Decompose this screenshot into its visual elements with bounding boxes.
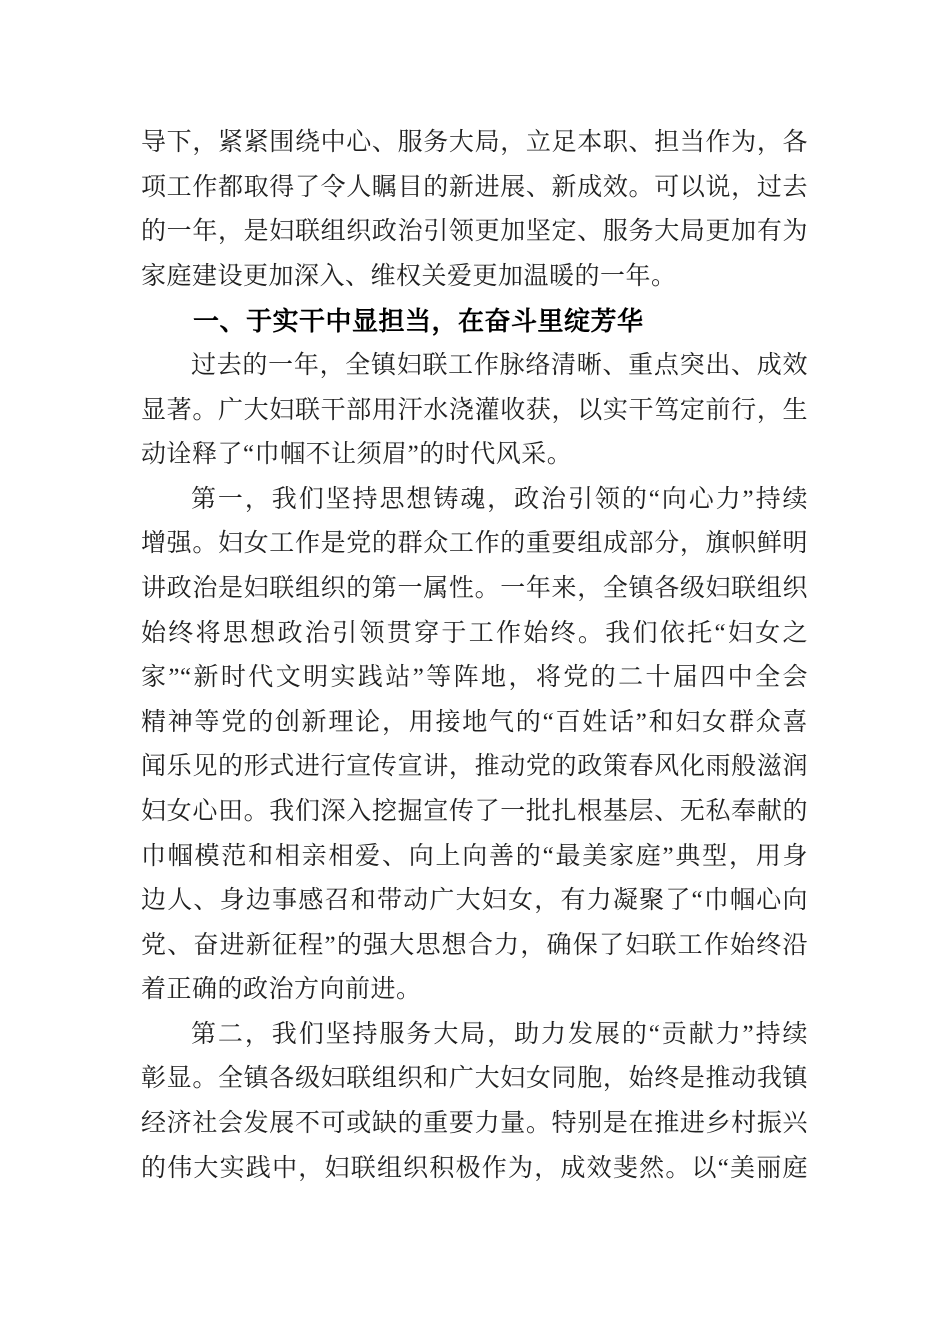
text-line: 始终将思想政治引领贯穿于工作始终。我们依托“妇女之 [141, 619, 808, 647]
text-line: 妇女心田。我们深入挖掘宣传了一批扎根基层、无私奉献的 [141, 797, 808, 825]
text-line: 显著。广大妇联干部用汗水浇灌收获，以实干笃定前行，生 [141, 396, 808, 424]
text-line: 讲政治是妇联组织的第一属性。一年来，全镇各级妇联组织 [141, 574, 808, 602]
text-line: 过去的一年，全镇妇联工作脉络清晰、重点突出、成效 [191, 351, 808, 379]
text-line: 第二，我们坚持服务大局，助力发展的“贡献力”持续 [191, 1020, 808, 1048]
text-line: 家庭建设更加深入、维权关爱更加温暖的一年。 [141, 262, 677, 290]
text-line: 着正确的政治方向前进。 [141, 976, 422, 1004]
text-line: 项工作都取得了令人瞩目的新进展、新成效。可以说，过去 [141, 173, 808, 201]
text-line: 边人、身边事感召和带动广大妇女，有力凝聚了“巾帼心向 [141, 887, 808, 915]
text-line: 彰显。全镇各级妇联组织和广大妇女同胞，始终是推动我镇 [141, 1065, 808, 1093]
text-line: 增强。妇女工作是党的群众工作的重要组成部分，旗帜鲜明 [141, 530, 808, 558]
text-line: 巾帼模范和相亲相爱、向上向善的“最美家庭”典型，用身 [141, 842, 808, 870]
text-line: 精神等党的创新理论，用接地气的“百姓话”和妇女群众喜 [141, 708, 808, 736]
text-line: 党、奋进新征程”的强大思想合力，确保了妇联工作始终沿 [141, 931, 808, 959]
text-line: 闻乐见的形式进行宣传宣讲，推动党的政策春风化雨般滋润 [141, 753, 808, 781]
text-line: 第一，我们坚持思想铸魂，政治引领的“向心力”持续 [191, 485, 808, 513]
section-heading: 一、于实干中显担当，在奋斗里绽芳华 [193, 306, 644, 337]
text-line: 家”“新时代文明实践站”等阵地，将党的二十届四中全会 [141, 664, 808, 692]
document-text-block [141, 121, 808, 1191]
text-line: 经济社会发展不可或缺的重要力量。特别是在推进乡村振兴 [141, 1110, 808, 1138]
text-line: 的伟大实践中，妇联组织积极作为，成效斐然。以“美丽庭 [141, 1154, 808, 1182]
text-line: 的一年，是妇联组织政治引领更加坚定、服务大局更加有为 [141, 218, 808, 246]
text-line: 动诠释了“巾帼不让须眉”的时代风采。 [141, 441, 573, 469]
text-line: 导下，紧紧围绕中心、服务大局，立足本职、担当作为，各 [141, 129, 808, 156]
